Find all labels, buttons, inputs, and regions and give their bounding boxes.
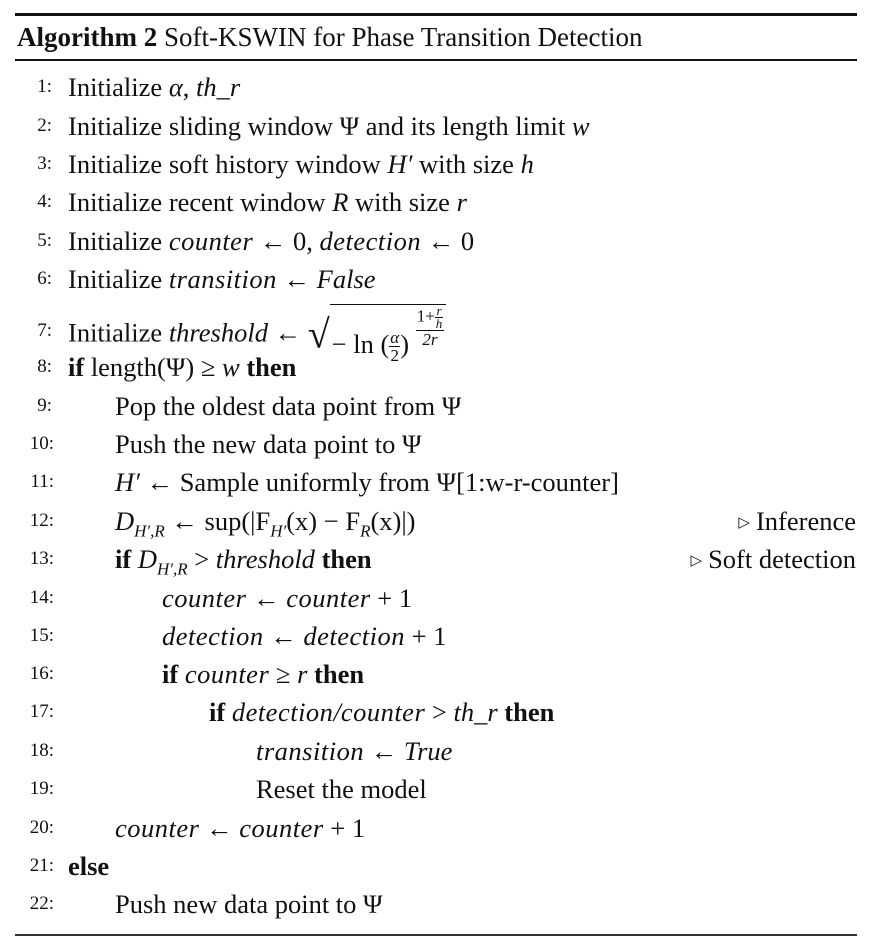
line-number: 8: — [37, 356, 52, 377]
numerator: r — [436, 303, 442, 318]
text: / — [333, 697, 341, 727]
algorithm-caption — [17, 17, 642, 57]
line-content — [256, 732, 452, 770]
text: (x)|) — [370, 506, 416, 536]
text: − ln — [331, 329, 374, 359]
assign-arrow-icon: ← — [253, 583, 280, 613]
line-number: 5: — [37, 230, 52, 251]
false-value: False — [316, 264, 376, 294]
algorithm-line-14 — [0, 579, 883, 617]
detection-variable: detection — [162, 621, 264, 651]
line-number: 20: — [29, 817, 54, 838]
line-number: 3: — [37, 153, 52, 174]
text: Initialize — [68, 111, 163, 141]
line-number: 19: — [29, 778, 54, 799]
text: sliding window — [168, 111, 333, 141]
line-number: 18: — [29, 740, 54, 761]
line-content — [68, 145, 534, 183]
text: + 1 — [330, 813, 366, 843]
algorithm-line-16 — [0, 655, 883, 693]
r-variable: r — [297, 659, 308, 689]
line-content — [68, 107, 590, 145]
algorithm-line-19 — [0, 770, 883, 808]
numerator: α — [390, 328, 400, 348]
algorithm-line-1 — [0, 68, 883, 106]
line-number: 21: — [29, 855, 54, 876]
line-content — [115, 809, 365, 847]
text: ≥ — [275, 659, 291, 689]
line-content — [68, 348, 296, 386]
true-value: True — [403, 736, 453, 766]
threshold-variable: threshold — [168, 317, 268, 348]
algorithm-line-6 — [0, 260, 883, 298]
detection-variable: detection — [319, 226, 422, 256]
line-number: 7: — [37, 320, 52, 341]
assign-arrow-icon: ← — [283, 264, 311, 294]
text: ) — [400, 329, 410, 359]
text: Initialize — [68, 149, 163, 179]
line-content — [115, 502, 415, 540]
algorithm-title: Soft-KSWIN for Phase Transition Detection — [163, 22, 643, 52]
text: Initialize — [68, 187, 163, 217]
line-number: 6: — [37, 268, 52, 289]
line-number: 16: — [29, 663, 54, 684]
assign-arrow-icon: ← — [206, 813, 233, 843]
detection-variable: detection — [303, 621, 405, 651]
subscript: H′,R — [156, 559, 188, 579]
algorithm-label: Algorithm 2 — [17, 22, 158, 52]
detection-variable: detection — [231, 697, 334, 727]
threshold-variable: threshold — [215, 544, 315, 574]
text: with size — [355, 187, 450, 217]
counter-variable: counter — [168, 226, 254, 256]
text: and its length limit — [365, 111, 566, 141]
comment-text: Soft detection — [708, 544, 856, 574]
algorithm-line-7 — [0, 302, 883, 366]
algorithm-line-9 — [0, 387, 883, 425]
transition-variable: transition — [168, 264, 277, 294]
algorithm-line-5 — [0, 222, 883, 260]
keyword-if: if — [68, 352, 85, 382]
algorithm-line-8 — [0, 348, 883, 386]
assign-arrow-icon: ← — [146, 467, 174, 497]
counter-variable: counter — [162, 583, 247, 613]
algorithm-line-15 — [0, 617, 883, 655]
line-content — [68, 183, 467, 221]
top-rule — [15, 13, 857, 16]
caption-rule — [15, 59, 857, 61]
text: + 1 — [377, 583, 413, 613]
algorithm-line-3 — [0, 145, 883, 183]
text: , — [306, 226, 313, 256]
denominator: h — [435, 316, 443, 331]
text: 0 — [460, 226, 475, 256]
line-number: 15: — [29, 625, 54, 646]
line-content: Reset the model — [256, 774, 427, 804]
algorithm-line-17 — [0, 693, 883, 731]
line-number: 22: — [29, 893, 54, 914]
keyword-else: else — [68, 851, 110, 881]
keyword-then: then — [314, 659, 365, 689]
algorithm-line-2 — [0, 107, 883, 145]
algorithm-line-18 — [0, 732, 883, 770]
line-content — [68, 68, 240, 106]
keyword-if: if — [115, 544, 132, 574]
algorithm-line-20 — [0, 809, 883, 847]
line-number: 17: — [29, 701, 54, 722]
line-content — [115, 463, 619, 501]
h-prime-variable: H′ — [387, 149, 413, 179]
bottom-rule — [15, 934, 857, 936]
r-over-h-fraction — [435, 305, 444, 330]
text: recent window — [168, 187, 326, 217]
text: 0 — [293, 226, 307, 256]
r-variable: r — [456, 187, 467, 217]
line-number: 9: — [37, 395, 52, 416]
counter-variable: counter — [340, 697, 426, 727]
assign-arrow-icon: ← — [427, 226, 455, 256]
transition-variable: transition — [256, 736, 365, 766]
algorithm-line-11 — [0, 463, 883, 501]
subscript: H′ — [270, 521, 287, 541]
text: + 1 — [411, 621, 447, 651]
exponent-fraction — [416, 305, 445, 348]
assign-arrow-icon: ← — [259, 226, 287, 256]
algorithm-line-13 — [0, 540, 883, 578]
counter-variable: counter — [115, 813, 200, 843]
subscript: H′,R — [134, 521, 165, 541]
line-number: 1: — [37, 76, 52, 97]
comment-soft-detection — [691, 540, 856, 580]
text: Initialize — [68, 226, 163, 256]
line-content: Pop the oldest data point from Ψ — [115, 391, 462, 421]
text: length(Ψ) ≥ — [90, 352, 216, 382]
text: soft history window — [168, 149, 381, 179]
assign-arrow-icon: ← — [171, 506, 198, 536]
d-statistic: D — [115, 506, 135, 536]
algorithm-line-12 — [0, 502, 883, 540]
algorithm-line-21 — [0, 847, 883, 885]
w-variable: w — [222, 352, 240, 382]
line-content — [115, 540, 372, 578]
line-number: 2: — [37, 115, 52, 136]
psi-symbol: Ψ — [339, 111, 360, 141]
line-content — [209, 693, 554, 731]
text: Initialize — [68, 264, 163, 294]
line-number: 13: — [29, 548, 54, 569]
h-prime-variable: H′ — [115, 467, 140, 497]
comment-inference — [738, 502, 856, 542]
counter-variable: counter — [239, 813, 324, 843]
keyword-then: then — [246, 352, 297, 382]
assign-arrow-icon: ← — [274, 317, 302, 348]
keyword-then: then — [321, 544, 372, 574]
text: > — [431, 697, 447, 727]
line-content — [68, 260, 376, 298]
keyword-then: then — [504, 697, 555, 727]
h-variable: h — [520, 149, 534, 179]
comment-triangle-icon: ▷ — [690, 553, 703, 569]
line-content: Push new data point to Ψ — [115, 889, 383, 919]
line-content — [162, 579, 412, 617]
text: 1+ — [416, 306, 435, 326]
line-content — [162, 617, 446, 655]
line-number: 14: — [29, 587, 54, 608]
d-statistic: D — [137, 544, 157, 574]
keyword-if: if — [162, 659, 179, 689]
line-number: 4: — [37, 191, 52, 212]
text: Initialize — [68, 72, 163, 102]
numerator — [416, 305, 445, 331]
th-r-variable: th_r — [195, 72, 241, 102]
th-r-variable: th_r — [453, 697, 498, 727]
algorithm-line-10 — [0, 425, 883, 463]
counter-variable: counter — [286, 583, 371, 613]
text: Initialize — [68, 317, 163, 348]
line-number: 10: — [29, 433, 54, 454]
r-window-variable: R — [332, 187, 349, 217]
keyword-if: if — [209, 697, 226, 727]
algorithm-line-22 — [0, 885, 883, 923]
assign-arrow-icon: ← — [370, 736, 398, 766]
line-content: Push the new data point to Ψ — [115, 429, 422, 459]
sqrt-icon: √ — [307, 311, 330, 357]
text: , — [182, 72, 190, 102]
text: Sample uniformly from Ψ[1:w-r-counter] — [179, 467, 619, 497]
line-number: 11: — [30, 471, 54, 492]
line-content — [162, 655, 364, 693]
line-number: 12: — [29, 510, 54, 531]
assign-arrow-icon: ← — [270, 621, 297, 651]
counter-variable: counter — [184, 659, 270, 689]
text: (x) − F — [286, 506, 361, 536]
denominator: 2 — [390, 346, 400, 366]
text: ( — [380, 329, 390, 359]
alpha-symbol: α — [168, 72, 183, 102]
denominator: 2r — [422, 330, 438, 349]
line-content — [68, 222, 474, 260]
subscript: R — [360, 521, 371, 541]
comment-text: Inference — [755, 506, 856, 536]
text: with size — [419, 149, 514, 179]
text: > — [194, 544, 210, 574]
comment-triangle-icon: ▷ — [738, 515, 750, 531]
w-variable: w — [571, 111, 590, 141]
algorithm-line-4 — [0, 183, 883, 221]
text: sup(|F — [204, 506, 271, 536]
